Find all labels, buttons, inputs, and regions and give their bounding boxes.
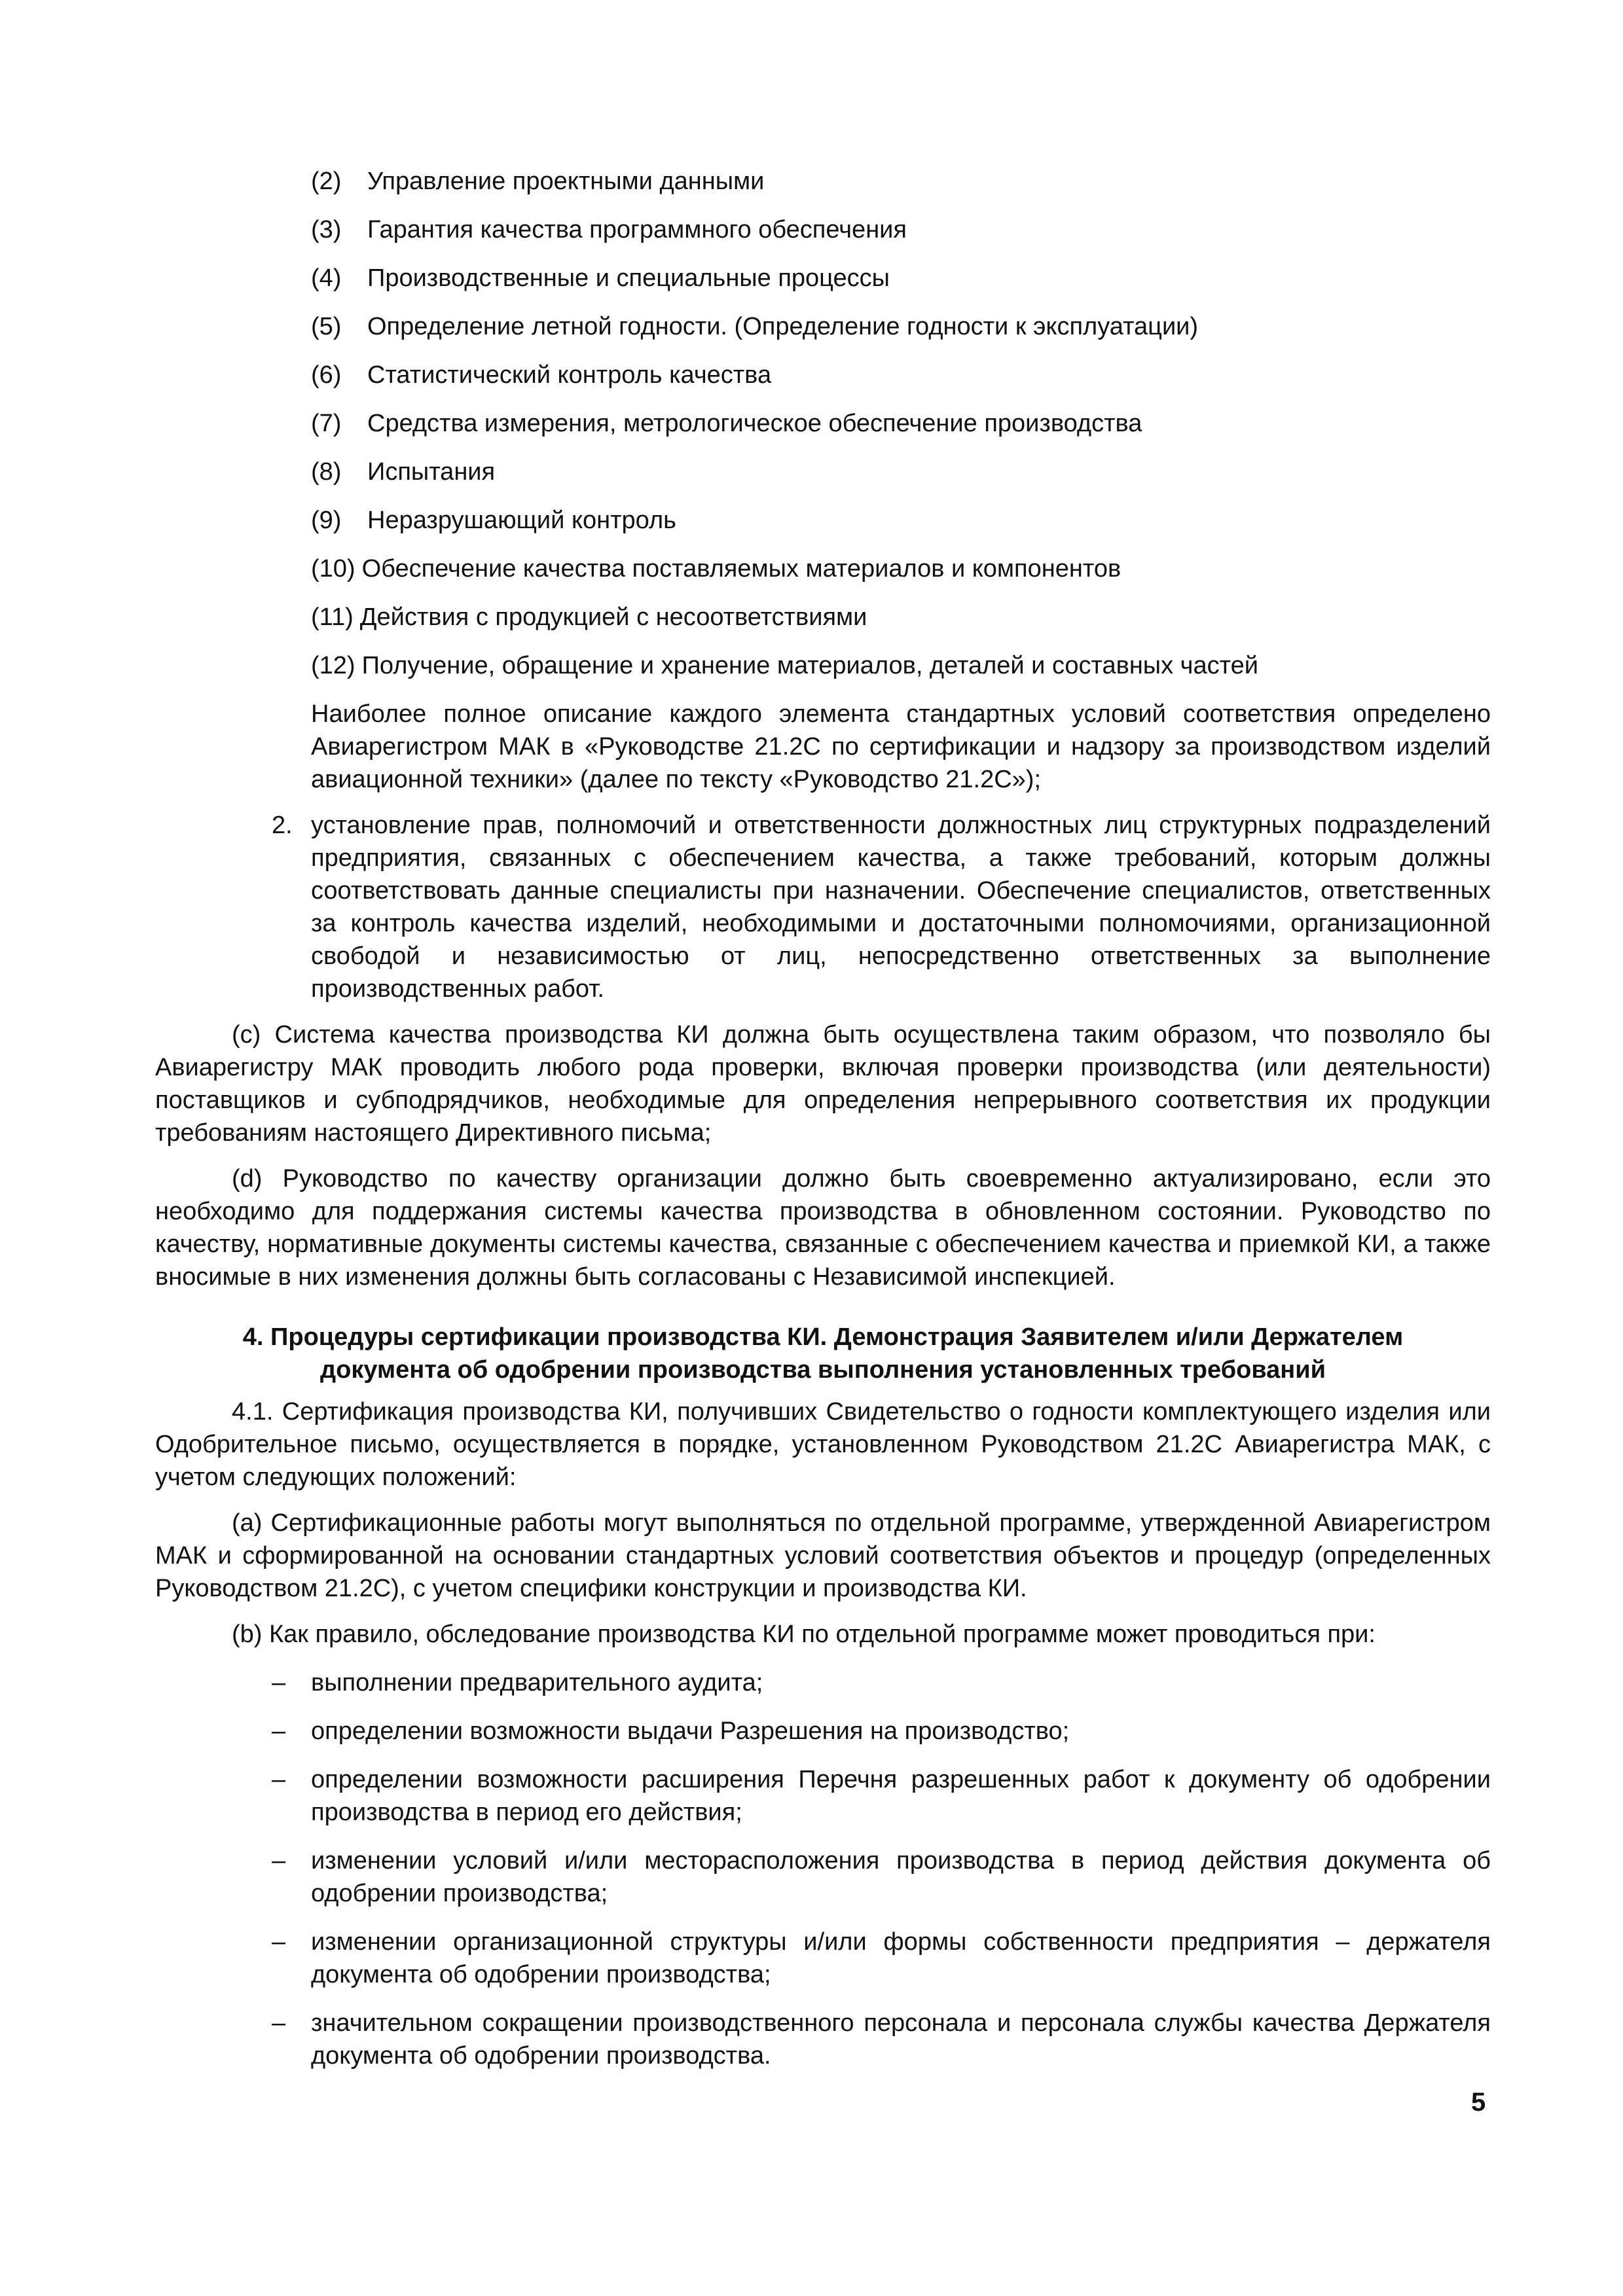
dash-list-item [272, 1763, 1491, 1829]
dash-list-item [272, 1715, 1491, 1748]
list-item [311, 213, 1491, 246]
list-number: (6) [311, 361, 342, 389]
list-text: Средства измерения, метрологическое обеспечение производства [367, 410, 1142, 437]
dash-marker: – [272, 1847, 286, 1874]
dash-text: определении возможности расширения Перечня разрешенных работ к документу об одобрении производства в период его действия; [311, 1766, 1491, 1826]
paragraph-b: (b) Как правило, обследование производства КИ по отдельной программе может проводиться при: [232, 1621, 1376, 1648]
list-item [311, 601, 1491, 634]
dash-marker: – [272, 1766, 286, 1793]
paragraph-c: (c) Система качества производства КИ должна быть осуществлена таким образом, что позволяло бы Авиарегистру МАК проводить любого рода проверки, включая проверки производства (или деятельности) поставщиков и субподрядчиков, необходимые для определения непрерывного соответствия их продукции требованиям настоящего Директивного письма; [155, 1021, 1491, 1147]
list-number: (7) [311, 410, 342, 437]
dash-list-item [272, 1666, 1491, 1699]
list-item [311, 649, 1491, 682]
list-text: Управление проектными данными [367, 168, 765, 195]
section-heading: 4. Процедуры сертификации производства КИ. Демонстрация Заявителем и/или Держателем документа об одобрении производства выполнения установленных требований [242, 1323, 1404, 1384]
list-number: (10) [311, 555, 356, 583]
point-number: 2. [272, 812, 293, 839]
dash-list-item [272, 1844, 1491, 1910]
dash-text: выполнении предварительного аудита; [311, 1669, 763, 1696]
list-number: (4) [311, 264, 342, 292]
list-text: Гарантия качества программного обеспечения [367, 216, 907, 243]
list-text: Получение, обращение и хранение материалов, деталей и составных частей [361, 652, 1258, 679]
dash-list-item [272, 1926, 1491, 1991]
list-number: (9) [311, 507, 342, 534]
dash-marker: – [272, 1669, 286, 1696]
dash-text: изменении организационной структуры и/или формы собственности предприятия – держателя документа об одобрении производства; [311, 1928, 1491, 1988]
list-item [311, 504, 1491, 537]
page-number: 5 [1471, 2088, 1486, 2117]
list-number: (5) [311, 313, 342, 340]
list-number: (3) [311, 216, 342, 243]
paragraph-4-1: 4.1. Сертификация производства КИ, получивших Свидетельство о годности комплектующего изделия или Одобрительное письмо, осуществляется в порядке, установленном Руководством 21.2С Авиарегистра МАК, с учетом следующих положений: [155, 1398, 1491, 1491]
list-item [311, 165, 1491, 198]
list-text: Определение летной годности. (Определение годности к эксплуатации) [367, 313, 1199, 340]
list-item [311, 262, 1491, 295]
list-text: Статистический контроль качества [367, 361, 772, 389]
list-text: Обеспечение качества поставляемых материалов и компонентов [361, 555, 1122, 583]
list-item [311, 552, 1491, 585]
list-item [311, 310, 1491, 343]
page-content [155, 165, 1491, 2088]
description-paragraph: Наиболее полное описание каждого элемента стандартных условий соответствия определено Авиарегистром МАК в «Руководстве 21.2С по сертификации и надзору за производством изделий авиационной техники» (далее по тексту «Руководство 21.2С»); [311, 700, 1491, 793]
dash-text: определении возможности выдачи Разрешения на производство; [311, 1717, 1070, 1745]
paragraph-a: (a) Сертификационные работы могут выполняться по отдельной программе, утвержденной Авиарегистром МАК и сформированной на основании стандартных условий соответствия объектов и процедур (определенных Руководством 21.2С), с учетом специфики конструкции и производства КИ. [155, 1509, 1491, 1602]
dash-text: изменении условий и/или месторасположения производства в период действия документа об одобрении производства; [311, 1847, 1491, 1907]
list-text: Действия с продукцией с несоответствиями [359, 603, 867, 631]
list-number: (2) [311, 168, 342, 195]
list-item [311, 359, 1491, 391]
list-text: Неразрушающий контроль [367, 507, 676, 534]
point-text: установление прав, полномочий и ответственности должностных лиц структурных подразделений предприятия, связанных с обеспечением качества, а также требований, которым должны соответствовать данные специалисты при назначении. Обеспечение специалистов, ответственных за контроль качества изделий, необходимыми и достаточными полномочиями, организационной свободой и независимостью от лиц, непосредственно ответственных за выполнение производственных работ. [311, 812, 1491, 1003]
dash-marker: – [272, 1928, 286, 1956]
list-item [311, 456, 1491, 488]
numbered-point [272, 809, 1491, 1005]
dash-marker: – [272, 2009, 286, 2037]
list-number: (11) [311, 603, 354, 631]
list-item [311, 407, 1491, 440]
list-number: (8) [311, 458, 342, 486]
dash-marker: – [272, 1717, 286, 1745]
list-number: (12) [311, 652, 356, 679]
list-text: Производственные и специальные процессы [367, 264, 890, 292]
list-text: Испытания [367, 458, 496, 486]
paragraph-d: (d) Руководство по качеству организации должно быть своевременно актуализировано, если это необходимо для поддержания системы качества производства в обновленном состоянии. Руководство по качеству, нормативные документы системы качества, связанные с обеспечением качества и приемкой КИ, а также вносимые в них изменения должны быть согласованы с Независимой инспекцией. [155, 1165, 1491, 1291]
dash-list-item [272, 2007, 1491, 2072]
dash-text: значительном сокращении производственного персонала и персонала службы качества Держателя документа об одобрении производства. [311, 2009, 1491, 2070]
